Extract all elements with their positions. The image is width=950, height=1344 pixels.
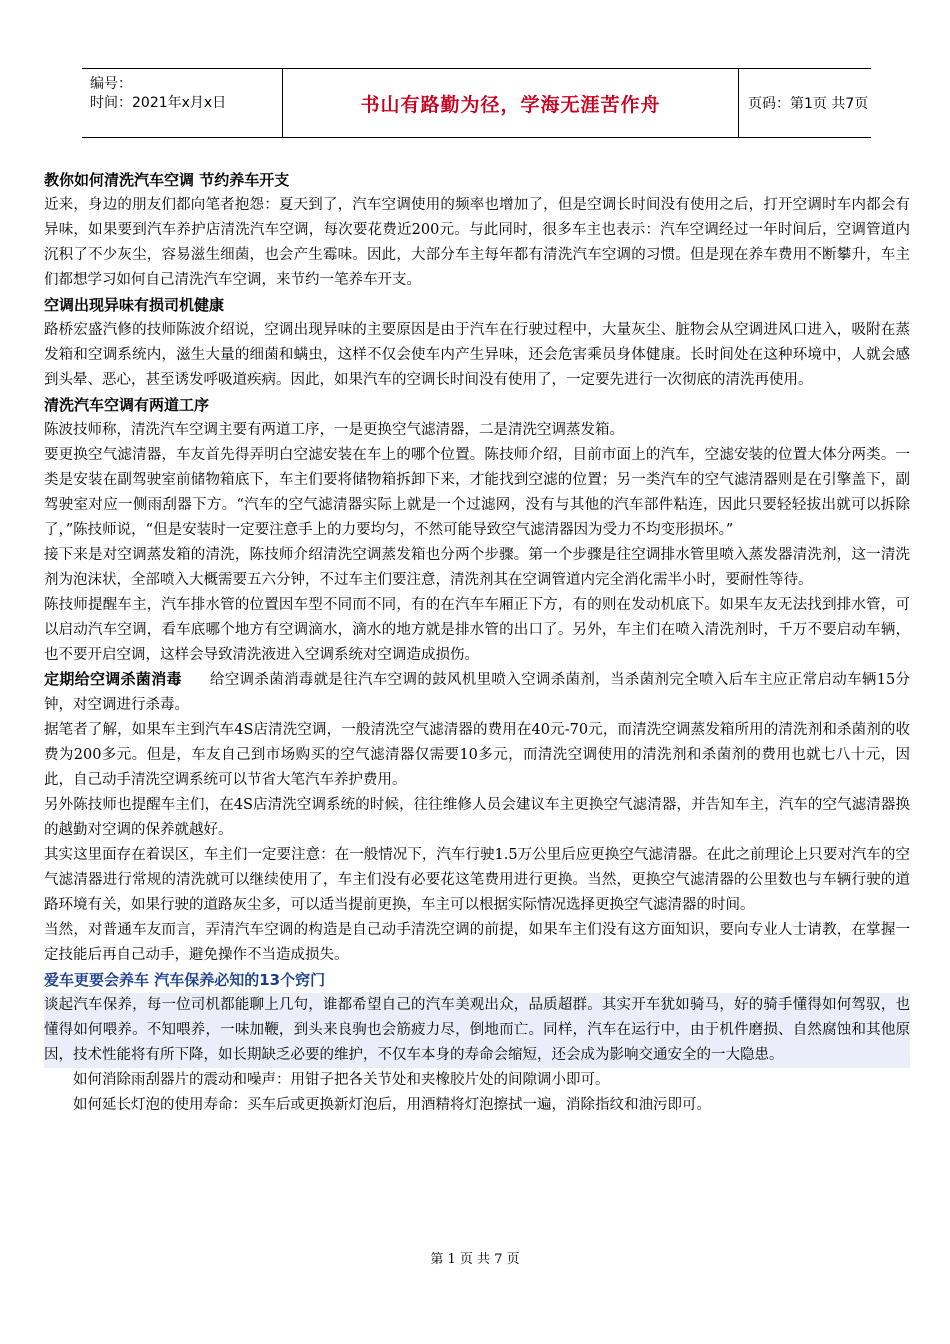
paragraph-odor: 路桥宏盛汽修的技师陈波介绍说，空调出现异味的主要原因是由于汽车在行驶过程中，大量灰尘、脏物会从空调进风口进入，吸附在蒸发箱和空调系统内，滋生大量的细菌和螨虫，这样不仅会使车内产生异味，还会危害乘员身体健康。长时间处在这种环境中，人就会感到头晕、恶心，甚至诱发呼吸道疾病。因此，如果汽车的空调长时间没有使用了，一定要先进行一次彻底的清洗再使用。 — [44, 322, 910, 388]
page-footer: 第 1 页 共 7 页 — [430, 1252, 520, 1267]
header-center-cell — [282, 69, 739, 137]
section-heading-odor: 空调出现异味有损司机健康 — [44, 296, 225, 314]
header-right-cell — [738, 69, 871, 137]
tip-wiper: 如何消除雨刮器片的震动和噪声：用钳子把各关节处和夹橡胶片处的间隙调小即可。 — [73, 1072, 610, 1088]
paragraph-misconception: 其实这里面存在着误区，车主们一定要注意：在一般情况下，汽车行驶1.5万公里后应更换空气滤清器。在此之前理论上只要对汽车的空气滤清器进行常规的清洗就可以继续使用了，车主们没有必要花这笔费用进行更换。当然，更换空气滤清器的公里数也与车辆行驶的道路环境有关，如果行驶的道路灰尘多，可以适当提前更换，车主可以根据实际情况选择更换空气滤清器的时间。 — [44, 847, 910, 913]
header-left-cell — [82, 69, 282, 137]
paragraph-disinfect-text: 给空调杀菌消毒就是往汽车空调的鼓风机里喷入空调杀菌剂，当杀菌剂完全喷入后车主应正常启动车辆15分钟，对空调进行杀毒。 — [44, 672, 910, 713]
article-title: 教你如何清洗汽车空调 节约养车开支 — [44, 171, 290, 189]
document-number-label: 编号： — [90, 76, 132, 92]
paragraph-cost: 据笔者了解，如果车主到汽车4S店清洗空调，一般清洗空气滤清器的费用在40元-70元，而清洗空调蒸发箱所用的清洗剂和杀菌剂的收费为200多元。但是，车友自己到市场购买的空气滤清器仅需要10多元，而清洗空调使用的清洗剂和杀菌剂的费用也就七八十元，因此，自己动手清洗空调系统可以节省大笔汽车养护费用。 — [44, 722, 910, 788]
section-heading-two-steps: 清洗汽车空调有两道工序 — [44, 396, 210, 414]
header-motto: 书山有路勤为径，学海无涯苦作舟 — [360, 93, 661, 116]
paragraph-maintenance: 谈起汽车保养，每一位司机都能聊上几句，谁都希望自己的汽车美观出众，品质超群。其实开车犹如骑马，好的骑手懂得如何驾驭，也懂得如何喂养。不知喂养，一味加鞭，到头来良驹也会筋疲力尽，倒地而亡。同样，汽车在运行中，由于机件磨损、自然腐蚀和其他原因，技术性能将有所下降，如长期缺乏必要的维护，不仅车本身的寿命会缩短，还会成为影响交通安全的一大隐患。 — [44, 993, 910, 1068]
paragraph-two-steps: 陈波技师称，清洗汽车空调主要有两道工序，一是更换空气滤清器，二是清洗空调蒸发箱。 — [44, 422, 624, 438]
paragraph-air-filter: 要更换空气滤清器，车友首先得弄明白空滤安装在车上的哪个位置。陈技师介绍，目前市面上的汽车，空滤安装的位置大体分两类。一类是安装在副驾驶室前储物箱底下，车主们要将储物箱拆卸下来，才能找到空滤的位置；另一类汽车的空气滤清器则是在引擎盖下，副驾驶室对应一侧雨刮器下方。“汽车的空气滤清器实际上就是一个过滤网，没有与其他的汽车部件粘连，因此只要轻轻拔出就可以拆除了，”陈技师说，“但是安装时一定要注意手上的力要均匀，不然可能导致空气滤清器因为受力不均变形损坏。” — [44, 447, 910, 538]
header-table — [82, 68, 871, 138]
paragraph-disinfect — [44, 668, 910, 718]
document-date-label: 时间：2021年x月x日 — [90, 95, 227, 111]
paragraph-conclusion: 当然，对普通车友而言，弄清汽车空调的构造是自己动手清洗空调的前提，如果车主们没有这方面知识，要向专业人士请教，在掌握一定技能后再自己动手，避免操作不当造成损失。 — [44, 922, 910, 963]
tip-bulb: 如何延长灯泡的使用寿命：买车后或更换新灯泡后，用酒精将灯泡擦拭一遍，消除指纹和油污即可。 — [73, 1097, 711, 1113]
paragraph-intro: 近来，身边的朋友们都向笔者抱怨：夏天到了，汽车空调使用的频率也增加了，但是空调长时间没有使用之后，打开空调时车内都会有异味，如果要到汽车养护店清洗汽车空调，每次要花费近200元。与此同时，很多车主也表示：汽车空调经过一年时间后，空调管道内沉积了不少灰尘，容易滋生细菌，也会产生霉味。因此，大部分车主每年都有清洗汽车空调的习惯。但是现在养车费用不断攀升，车主们都想学习如何自己清洗汽车空调，来节约一笔养车开支。 — [44, 197, 910, 288]
paragraph-evaporator: 接下来是对空调蒸发箱的清洗，陈技师介绍清洗空调蒸发箱也分两个步骤。第一个步骤是往空调排水管里喷入蒸发器清洗剂，这一清洗剂为泡沫状，全部喷入大概需要五六分钟，不过车主们要注意，清洗剂其在空调管道内完全消化需半小时，要耐性等待。 — [44, 547, 910, 588]
paragraph-4s-advice: 另外陈技师也提醒车主们，在4S店清洗空调系统的时候，往往维修人员会建议车主更换空气滤清器，并告知车主，汽车的空气滤清器换的越勤对空调的保养就越好。 — [44, 797, 910, 838]
article-body — [44, 168, 910, 1118]
section-heading-disinfect: 定期给空调杀菌消毒 — [44, 670, 182, 688]
paragraph-drain-pipe: 陈技师提醒车主，汽车排水管的位置因车型不同而不同，有的在汽车车厢正下方，有的则在发动机底下。如果车友无法找到排水管，可以启动汽车空调，看车底哪个地方有空调滴水，滴水的地方就是排水管的出口了。另外，车主们在喷入清洗剂时，千万不要启动车辆，也不要开启空调，这样会导致清洗液进入空调系统对空调造成损伤。 — [44, 597, 910, 663]
section-heading-maintenance: 爱车更要会养车 汽车保养必知的13个窍门 — [44, 971, 326, 989]
header-page-info: 页码：第1页 共7页 — [748, 96, 869, 112]
